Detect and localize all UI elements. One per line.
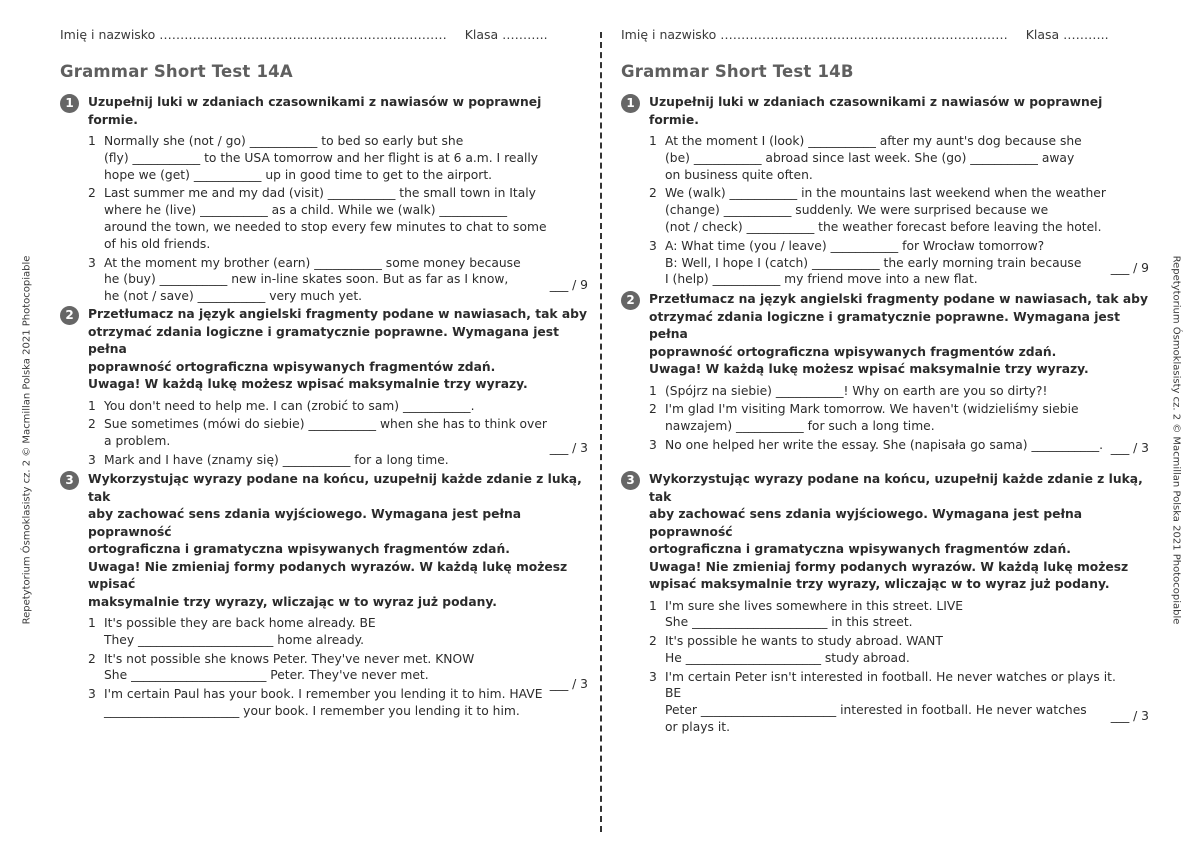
list-item[interactable] — [649, 437, 1149, 454]
instruction-line: otrzymać zdania logiczne i gramatycznie poprawne. Wymagana jest pełna — [88, 324, 559, 356]
list-item[interactable] — [649, 633, 1149, 667]
exercise-instruction — [88, 306, 588, 394]
item-number: 2 — [88, 651, 96, 666]
item-number: 3 — [649, 669, 657, 684]
exercise-number-badge: 1 — [60, 94, 79, 113]
instruction-line: Uwaga! Nie zmieniaj formy podanych wyrazów. W każdą lukę możesz wpisać — [88, 559, 568, 591]
instruction-line: aby zachować sens zdania wyjściowego. Wymagana jest pełna poprawność — [649, 507, 1083, 539]
item-line: She ______________________ Peter. They've never met. — [104, 668, 429, 683]
item-line: he (buy) ___________ new in-line skates soon. But as far as I know, — [104, 272, 509, 287]
item-line: I (help) ___________ my friend move into a new flat. — [665, 272, 978, 287]
exercise-number-badge: 2 — [60, 306, 79, 325]
item-number: 1 — [649, 383, 657, 398]
header — [621, 27, 1109, 42]
item-line: B: Well, I hope I (catch) ___________ the early morning train because — [665, 255, 1082, 270]
list-item[interactable] — [88, 651, 588, 685]
score-box[interactable]: ___ / 3 — [1110, 709, 1149, 723]
list-item[interactable] — [88, 133, 588, 183]
item-line: It's possible they are back home already. BE — [104, 616, 376, 630]
item-line: No one helped her write the essay. She (napisała go sama) ___________. — [665, 437, 1104, 452]
instruction-line: Wykorzystując wyrazy podane na końcu, uzupełnij każde zdanie z luką, tak — [649, 472, 1143, 504]
name-field-label[interactable]: Imię i nazwisko …………………………………………………………… — [621, 27, 1008, 42]
list-item[interactable] — [88, 452, 588, 469]
page-title: Grammar Short Test 14A — [60, 62, 293, 81]
item-line: BE — [665, 686, 682, 701]
list-item[interactable] — [649, 383, 1149, 400]
item-line: (fly) ___________ to the USA tomorrow and her flight is at 6 a.m. I really — [104, 150, 539, 165]
item-list — [88, 615, 588, 720]
page-title: Grammar Short Test 14B — [621, 62, 854, 81]
item-line: Sue sometimes (mówi do siebie) ___________ when she has to think over — [104, 417, 547, 432]
exercise-3 — [621, 471, 1149, 738]
exercise-instruction: Uzupełnij luki w zdaniach czasownikami z nawiasów w poprawnej formie. — [88, 95, 542, 127]
instruction-line: Uwaga! W każdą lukę możesz wpisać maksymalnie trzy wyrazy. — [649, 362, 1089, 376]
exercise-3 — [60, 471, 588, 722]
item-line: where he (live) ___________ as a child. While we (walk) ___________ — [104, 203, 508, 218]
exercise-number-badge: 3 — [60, 471, 79, 490]
list-item[interactable] — [88, 416, 588, 450]
item-line: a problem. — [104, 434, 171, 449]
item-line: (Spójrz na siebie) ___________! Why on earth are you so dirty?! — [665, 383, 1048, 398]
cut-line-divider — [600, 32, 602, 832]
item-line: He ______________________ study abroad. — [665, 650, 910, 665]
copyright-side-right: Repetytorium Ósmoklasisty cz. 2 © Macmillan Polska 2021 Photocopiable — [1170, 255, 1182, 625]
item-line: hope we (get) ___________ up in good time to get to the airport. — [104, 167, 493, 182]
item-line: They ______________________ home already. — [104, 632, 365, 647]
item-number: 1 — [649, 598, 657, 613]
item-line: of his old friends. — [104, 236, 211, 251]
item-line: It's not possible she knows Peter. They've never met. KNOW — [104, 651, 475, 666]
exercise-1 — [621, 94, 1149, 290]
instruction-line: otrzymać zdania logiczne i gramatycznie poprawne. Wymagana jest pełna — [649, 309, 1120, 341]
list-item[interactable] — [88, 686, 588, 720]
item-line: Peter ______________________ interested in football. He never watches — [665, 703, 1087, 718]
exercise-2 — [621, 291, 1149, 456]
instruction-line: poprawność ortograficzna wpisywanych fragmentów zdań. — [649, 344, 1057, 359]
exercise-number-badge: 1 — [621, 94, 640, 113]
item-line: Normally she (not / go) ___________ to bed so early but she — [104, 134, 464, 148]
class-field-label[interactable]: Klasa ……….. — [464, 27, 548, 42]
item-line: It's possible he wants to study abroad. WANT — [665, 634, 943, 649]
list-item[interactable] — [88, 398, 588, 415]
item-line: Mark and I have (znamy się) ___________ for a long time. — [104, 452, 449, 467]
instruction-line: Uwaga! W każdą lukę możesz wpisać maksymalnie trzy wyrazy. — [88, 377, 528, 391]
item-number: 2 — [88, 417, 96, 432]
score-box[interactable]: ___ / 9 — [549, 278, 588, 292]
instruction-line: aby zachować sens zdania wyjściowego. Wymagana jest pełna poprawność — [88, 507, 522, 539]
item-line: A: What time (you / leave) ___________ for Wrocław tomorrow? — [665, 238, 1045, 253]
exercise-instruction: Uzupełnij luki w zdaniach czasownikami z nawiasów w poprawnej formie. — [649, 95, 1103, 127]
item-list — [649, 133, 1149, 288]
item-line: Last summer me and my dad (visit) ___________ the small town in Italy — [104, 186, 536, 201]
instruction-line: Uwaga! Nie zmieniaj formy podanych wyrazów. W każdą lukę możesz — [649, 559, 1129, 574]
item-line: At the moment I (look) ___________ after my aunt's dog because she — [665, 134, 1082, 148]
instruction-line: ortograficzna i gramatyczna wpisywanych fragmentów zdań. — [88, 542, 510, 556]
instruction-line: Przetłumacz na język angielski fragmenty podane w nawiasach, tak aby — [649, 292, 1149, 306]
item-list — [88, 133, 588, 305]
instruction-line: wpisać maksymalnie trzy wyrazy, wliczając w to wyraz już podany. — [649, 577, 1110, 591]
item-line: (be) ___________ abroad since last week. She (go) ___________ away — [665, 150, 1075, 165]
exercise-number-badge: 2 — [621, 291, 640, 310]
instruction-line: Przetłumacz na język angielski fragmenty podane w nawiasach, tak aby — [88, 307, 588, 321]
item-line: he (not / save) ___________ very much yet. — [104, 289, 363, 304]
class-field-label[interactable]: Klasa ……….. — [1025, 27, 1109, 42]
list-item[interactable] — [88, 255, 588, 305]
item-number: 3 — [649, 437, 657, 452]
item-line: You don't need to help me. I can (zrobić to sam) ___________. — [104, 398, 475, 413]
exercise-instruction — [88, 471, 588, 611]
score-box[interactable]: ___ / 9 — [1110, 261, 1149, 275]
list-item[interactable] — [649, 133, 1149, 183]
instruction-line: Wykorzystując wyrazy podane na końcu, uzupełnij każde zdanie z luką, tak — [88, 472, 582, 504]
item-number: 3 — [88, 452, 96, 467]
list-item[interactable] — [649, 669, 1149, 736]
instruction-line: maksymalnie trzy wyrazy, wliczając w to wyraz już podany. — [88, 594, 497, 609]
item-number: 1 — [88, 398, 96, 413]
item-list — [649, 383, 1149, 454]
item-line: I'm certain Paul has your book. I remember you lending it to him. HAVE — [104, 687, 543, 702]
exercise-instruction — [649, 291, 1149, 379]
item-number: 1 — [88, 616, 96, 630]
score-box[interactable]: ___ / 3 — [549, 677, 588, 691]
header — [60, 27, 548, 42]
item-number: 1 — [649, 134, 657, 148]
item-line: I'm certain Peter isn't interested in football. He never watches or plays it. — [665, 669, 1116, 684]
item-list — [88, 398, 588, 469]
item-line: (change) ___________ suddenly. We were surprised because we — [665, 203, 1049, 218]
exercise-2 — [60, 306, 588, 471]
item-number: 2 — [649, 186, 657, 201]
exercise-number-badge: 3 — [621, 471, 640, 490]
copyright-side-left: Repetytorium Ósmoklasisty cz. 2 © Macmillan Polska 2021 Photocopiable — [21, 255, 33, 625]
item-line: (not / check) ___________ the weather forecast before leaving the hotel. — [665, 219, 1102, 234]
list-item[interactable] — [649, 598, 1149, 632]
item-line: I'm sure she lives somewhere in this street. LIVE — [665, 598, 964, 613]
list-item[interactable] — [649, 238, 1149, 288]
score-box[interactable]: ___ / 3 — [549, 441, 588, 455]
item-line: ______________________ your book. I remember you lending it to him. — [104, 703, 520, 718]
item-number: 2 — [88, 186, 96, 201]
item-line: or plays it. — [665, 720, 730, 735]
item-line: nawzajem) ___________ for such a long time. — [665, 419, 935, 434]
instruction-line: poprawność ortograficzna wpisywanych fragmentów zdań. — [88, 359, 496, 374]
item-number: 3 — [88, 255, 96, 270]
list-item[interactable] — [649, 401, 1149, 435]
item-line: around the town, we needed to stop every few minutes to chat to some — [104, 219, 547, 234]
exercise-1 — [60, 94, 588, 307]
item-number: 3 — [88, 687, 96, 702]
list-item[interactable] — [88, 185, 588, 252]
item-number: 3 — [649, 238, 657, 253]
list-item[interactable] — [649, 185, 1149, 235]
score-box[interactable]: ___ / 3 — [1110, 441, 1149, 455]
item-line: We (walk) ___________ in the mountains last weekend when the weather — [665, 186, 1106, 201]
item-line: At the moment my brother (earn) ___________ some money because — [104, 255, 521, 270]
item-number: 1 — [88, 134, 96, 148]
exercise-instruction — [649, 471, 1149, 594]
item-number: 2 — [649, 634, 657, 649]
name-field-label[interactable]: Imię i nazwisko …………………………………………………………… — [60, 27, 447, 42]
list-item[interactable] — [88, 615, 588, 649]
item-line: She ______________________ in this street. — [665, 615, 913, 630]
item-line: on business quite often. — [665, 167, 813, 182]
item-list — [649, 598, 1149, 736]
instruction-line: ortograficzna i gramatyczna wpisywanych fragmentów zdań. — [649, 542, 1071, 556]
item-line: I'm glad I'm visiting Mark tomorrow. We haven't (widzieliśmy siebie — [665, 402, 1079, 417]
item-number: 2 — [649, 402, 657, 417]
